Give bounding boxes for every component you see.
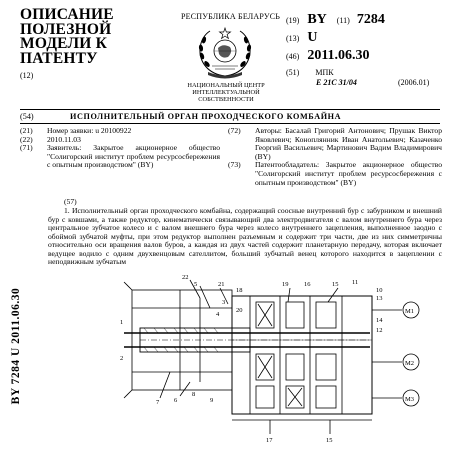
technical-drawing [120, 268, 450, 450]
side-document-id: BY 7284 U 2011.06.30 [10, 287, 22, 405]
biblio-entry [20, 144, 220, 170]
ref-8: 8 [192, 391, 196, 398]
patent-office-name [170, 82, 282, 104]
inid-code-12: (12) [20, 71, 34, 80]
ipc-label-row [286, 68, 334, 77]
ref-13: 13 [376, 295, 383, 302]
ref-20: 20 [236, 307, 243, 314]
inid-code-57: (57) [64, 197, 77, 206]
ref-4: 4 [216, 311, 220, 318]
applicant: Заявитель: Закрытое акционерное общество "Солигорский институт проблем ресурсосбережения с опытным производством" (BY) [47, 143, 220, 170]
ipc-version-year: (2006.01) [398, 78, 430, 87]
publication-date: 2011.06.30 [307, 48, 370, 63]
inid-code-13: (13) [286, 34, 300, 43]
ref-16: 16 [304, 281, 311, 288]
motor-m3: M3 [405, 396, 415, 403]
office-line: ИНТЕЛЛЕКТУАЛЬНОЙ [192, 89, 260, 97]
ref-7: 7 [156, 399, 160, 406]
ref-3: 3 [222, 299, 226, 306]
ref-14: 14 [376, 317, 383, 324]
document-type-title [20, 8, 170, 66]
doc-type-line: ПОЛЕЗНОЙ [20, 20, 112, 38]
doc-type-line: ПАТЕНТУ [20, 49, 98, 67]
filing-date: 2010.11.03 [47, 134, 81, 144]
divider [20, 109, 440, 110]
country-code: BY [307, 12, 327, 27]
ipc-label: МПК [315, 68, 334, 77]
ipc-class: E 21C 31/04 [316, 78, 357, 87]
authors: Авторы: Басалай Григорий Антонович; Прушак Виктор Яковлевич; Коноплянник Иван Анатольевич; Казаченко Георгий Васильевич; Мартинович Вадим Владимирович (BY) [255, 126, 442, 161]
inid-code-11: (11) [336, 16, 350, 25]
motor-m2: M2 [405, 360, 415, 367]
office-line: НАЦИОНАЛЬНЫЙ ЦЕНТР [187, 82, 265, 89]
inid-code-51: (51) [286, 68, 300, 77]
doc-type-line: ОПИСАНИЕ [20, 6, 114, 23]
ref-21: 21 [218, 281, 225, 288]
document-kind: U [307, 30, 318, 45]
ref-12: 12 [376, 327, 383, 334]
ref-15b: 15 [326, 437, 333, 444]
ref-2: 2 [120, 355, 124, 362]
state-emblem [190, 26, 260, 80]
ref-17: 17 [266, 437, 273, 444]
patent-holder: Патентообладатель: Закрытое акционерное общество "Солигорский институт проблем ресурсосбережения с опытным производством" (BY) [255, 160, 442, 187]
ref-11: 11 [352, 279, 359, 286]
ref-9: 9 [210, 397, 214, 404]
ref-19: 19 [282, 281, 289, 288]
inid-code: (73) [228, 160, 241, 170]
patent-number: 7284 [356, 12, 385, 27]
ref-22: 22 [182, 274, 189, 281]
inid-code-19: (19) [286, 16, 300, 25]
ref-10: 10 [376, 287, 383, 294]
motor-m1: M1 [405, 308, 415, 315]
application-number: Номер заявки: u 20100922 [47, 126, 132, 135]
ref-6: 6 [174, 397, 178, 404]
biblio-entry [228, 127, 442, 161]
country-name: РЕСПУБЛИКА БЕЛАРУСЬ [181, 12, 281, 21]
claim-text [48, 207, 442, 267]
invention-title: ИСПОЛНИТЕЛЬНЫЙ ОРГАН ПРОХОДЧЕСКОГО КОМБАЙНА [70, 112, 342, 121]
inid-code-46: (46) [286, 52, 300, 61]
divider [20, 123, 440, 124]
ref-15: 15 [332, 281, 339, 288]
biblio-entry [228, 161, 442, 187]
ref-18: 18 [236, 287, 243, 294]
inid-code: (21) [20, 126, 33, 135]
inid-code: (72) [228, 126, 241, 135]
ref-1: 1 [120, 319, 124, 326]
office-line: СОБСТВЕННОСТИ [198, 96, 254, 104]
claim-paragraph: 1. Исполнительный орган проходческого комбайна, содержащий соосные внутренний бур с забурником и внешний бур с ковшами, а также редуктор, кинематически связывающий два электродвигателя с валом внутреннего бура через центральное зубчатое колесо и с валом внешнего бура через колесо внутреннего зацепления, выполненное заодно с обоймой зубчатой муфты, при этом редуктор выполнен разъемным и содержит три части, две из них симметричны относительно оси вращения валов буров, а каждая из двух частей содержит планетарную передачу, которая включает ведущее водило с одним двухвенцовым сателлитом, больший зубчатый венец которого находится в зацеплении с неподвижным зубчатым [48, 206, 442, 266]
inid-code: (71) [20, 143, 33, 153]
application-data-column [20, 127, 220, 170]
doc-type-line: МОДЕЛИ К [20, 35, 108, 52]
inid-code-54: (54) [20, 112, 34, 121]
authors-column [228, 127, 442, 187]
ref-5: 5 [194, 281, 198, 288]
inid-code: (22) [20, 134, 33, 144]
